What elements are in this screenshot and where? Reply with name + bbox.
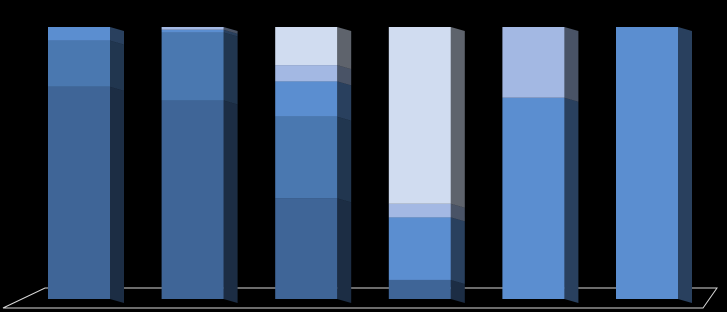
bar-segment [502,27,564,98]
bar-segment [275,198,337,299]
bar-segment [162,30,224,33]
bar-segment [275,65,337,81]
bar-segment-side [451,280,465,303]
bar-column [502,27,578,303]
bar-segment-side [451,217,465,284]
bar-segment [162,32,224,100]
bar-segment [502,98,564,299]
bar-segment-side [110,41,124,91]
bar-segment [48,41,110,87]
bar-segment [162,100,224,299]
bar-segment-side [564,27,578,102]
bar-segment [48,87,110,299]
bar-segment [275,81,337,116]
bar-segment-side [564,98,578,303]
bar-column [616,27,692,303]
bar-segment [275,117,337,199]
bar-segment-side [110,87,124,303]
bar-segment-side [337,198,351,303]
bar-segment [389,217,451,280]
bar-segment [48,27,110,41]
bar-group [48,27,692,303]
bar-segment [389,280,451,299]
bar-column [389,27,465,303]
bar-segment-side [224,100,238,303]
bar-segment [162,27,224,30]
bar-segment-side [224,32,238,104]
bar-segment [389,27,451,204]
bar-segment [275,27,337,65]
bar-segment-side [451,27,465,208]
bar-column [48,27,124,303]
bar-segment-side [337,81,351,120]
bar-segment-side [337,27,351,69]
bar-column [162,27,238,303]
bar-segment [616,27,678,299]
bar-segment-side [337,117,351,203]
bar-segment-side [678,27,692,303]
bar-column [275,27,351,303]
bar-segment [389,204,451,218]
